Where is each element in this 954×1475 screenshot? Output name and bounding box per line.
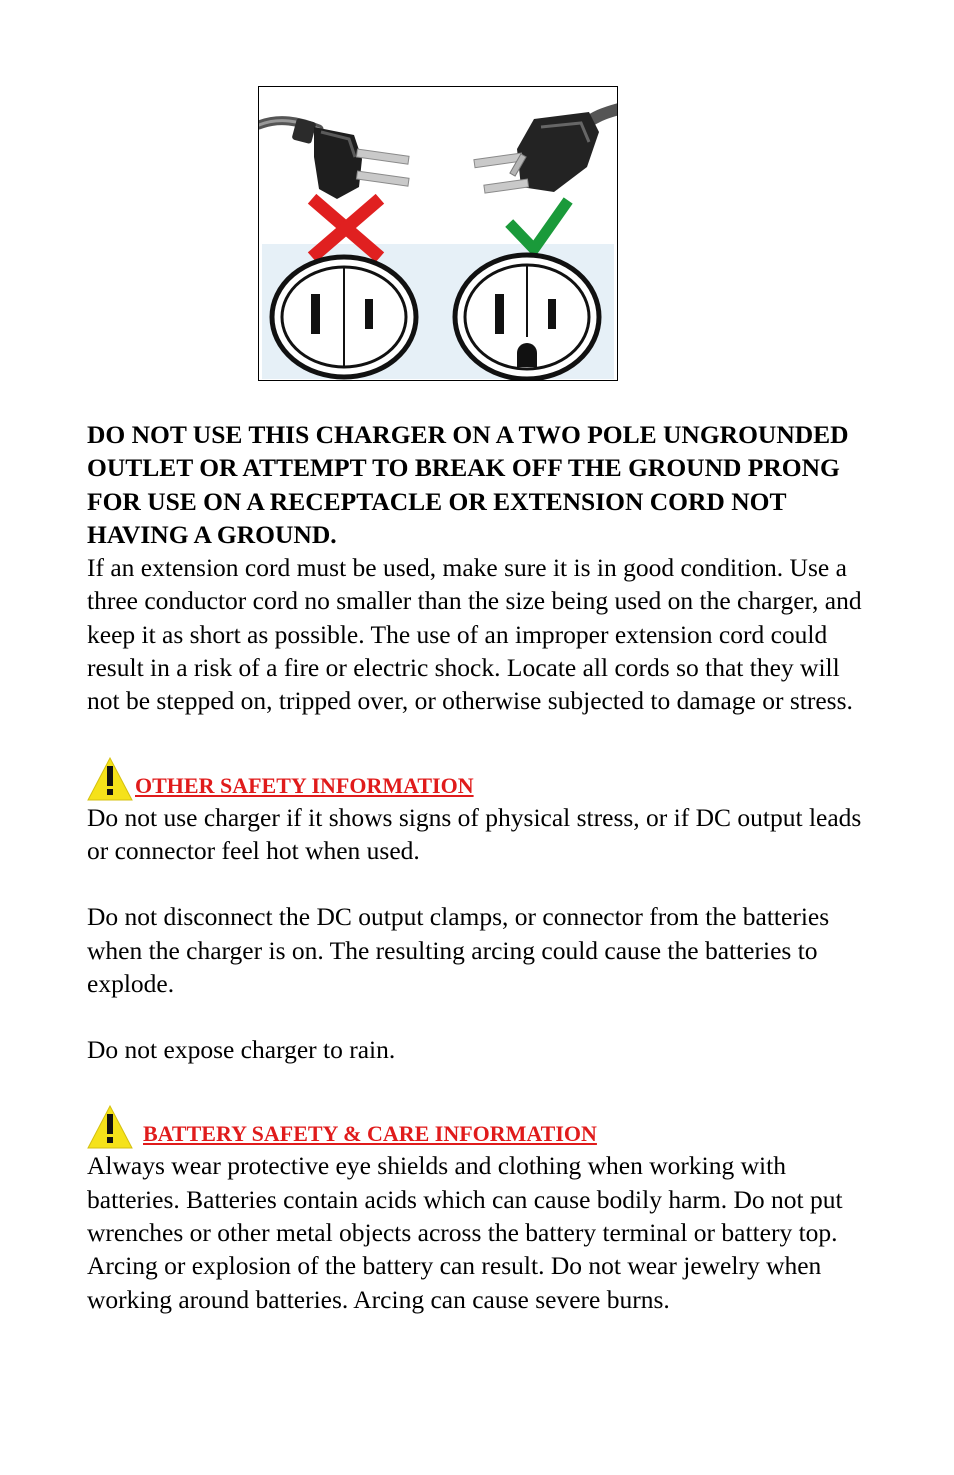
warning-icon [87,1105,133,1149]
spacer [87,718,877,751]
battery-safety-header [87,1099,877,1149]
other-safety-header [87,751,877,801]
check-mark-icon [513,205,565,249]
spacer [87,867,877,900]
warning-icon [87,757,133,801]
spacer [87,1066,877,1099]
other-safety-paragraph-1: Do not use charger if it shows signs of physical stress, or if DC output leads or connector feel hot when used. [87,802,862,865]
grounded-outlet [455,255,599,379]
plug-outlet-figure [258,86,618,381]
ground-warning: DO NOT USE THIS CHARGER ON A TWO POLE UNGROUNDED OUTLET OR ATTEMPT TO BREAK OFF THE GROUND PRONG FOR USE ON A RECEPTACLE OR EXTENSION CORD NOT HAVING A GROUND. [87,420,849,549]
three-prong-plug [474,109,618,193]
other-safety-title: OTHER SAFETY INFORMATION [135,772,474,798]
extension-cord-paragraph: If an extension cord must be used, make sure it is in good condition. Use a three conductor cord no smaller than the size being used on the charger, and keep it as short as possible. The use of an improper extension cord could result in a risk of a fire or electric shock. Locate all cords so that they will not be stepped on, tripped over, or otherwise subjected to damage or stress. [87,553,862,716]
document-body [87,418,877,1316]
plug-outlet-illustration [259,87,618,381]
battery-safety-paragraph: Always wear protective eye shields and clothing when working with batteries. Batteries contain acids which can cause bodily harm. Do not put wrenches or other metal objects across the battery terminal or battery top. Arcing or explosion of the battery can result. Do not wear jewelry when working around batteries. Arcing can cause severe burns. [87,1151,843,1314]
two-prong-plug [259,118,409,199]
spacer [87,1000,877,1033]
other-safety-paragraph-2: Do not disconnect the DC output clamps, or connector from the batteries when the charger is on. The resulting arcing could cause the batteries to explode. [87,902,830,998]
battery-safety-title: BATTERY SAFETY & CARE INFORMATION [143,1121,597,1147]
other-safety-paragraph-3: Do not expose charger to rain. [87,1035,396,1065]
two-pole-outlet [272,257,416,377]
